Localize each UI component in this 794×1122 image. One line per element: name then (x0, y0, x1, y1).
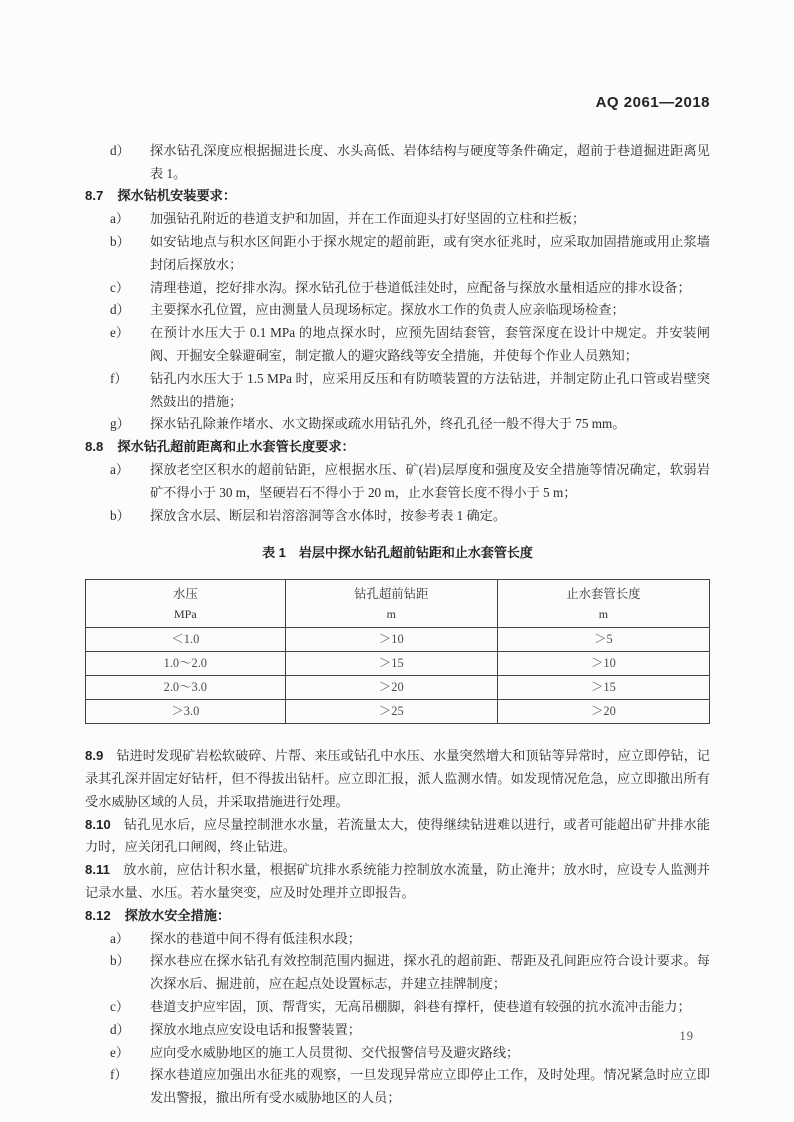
cell: ＞15 (285, 652, 497, 676)
list-item (85, 277, 710, 300)
list-item (85, 996, 710, 1019)
clause-8-12-heading (85, 905, 710, 928)
column-header (497, 580, 709, 628)
item-label: a） (110, 211, 130, 227)
cell: ＞20 (497, 700, 709, 724)
item-text: 钻孔内水压大于 1.5 MPa 时，应采用反压和有防喷装置的方法钻进，并制定防止孔口管或岩壁突然鼓出的措施； (150, 370, 710, 409)
clause-number: 8.10 (85, 816, 111, 832)
clause-text: 钻进时发现矿岩松软破碎、片帮、来压或钻孔中水压、水量突然增大和顶钻等异常时，应立即停钻，记录其孔深并固定好钻杆，但不得拔出钻杆。应立即汇报，派人监测水情。如发现情况危急，应立即撤出所有受水威胁区域的人员，并采取措施进行处理。 (85, 748, 710, 809)
item-text: 探放老空区积水的超前钻距，应根据水压、矿(岩)层厚度和强度及安全措施等情况确定，软弱岩矿不得小于 30 m，坚硬岩石不得小于 20 m，止水套管长度不得小于 5 m； (150, 461, 710, 500)
list-item (85, 928, 710, 951)
clause-number: 8.9 (85, 748, 104, 764)
clause-number: 8.7 (85, 188, 104, 204)
list-item (85, 1019, 710, 1042)
item-label: f） (110, 1067, 128, 1083)
clause-title: 探水钻孔超前距离和止水套管长度要求： (117, 439, 355, 455)
clause-number: 8.11 (85, 862, 110, 878)
column-name: 止水套管长度 (566, 586, 641, 601)
item-text: 应向受水威胁地区的施工人员贯彻、交代报警信号及避灾路线； (150, 1044, 520, 1060)
list-item (85, 140, 710, 186)
item-label: g） (110, 416, 130, 432)
item-label: a） (110, 461, 130, 477)
item-text: 探水的巷道中间不得有低洼积水段； (150, 930, 361, 946)
column-name: 钻孔超前钻距 (354, 586, 429, 601)
column-unit: MPa (174, 606, 197, 621)
clause-title: 探放水安全措施： (124, 907, 231, 923)
table-header-row (86, 580, 710, 628)
item-text: 探水钻孔深度应根据掘进长度、水头高低、岩体结构与硬度等条件确定，超前于巷道掘进距离见表 1。 (150, 142, 710, 181)
item-label: d） (110, 302, 130, 318)
list-item (85, 299, 710, 322)
clause-8-8-heading (85, 436, 710, 459)
table-caption-label: 表 1 (262, 545, 286, 561)
cell: ＞10 (497, 652, 709, 676)
table-1 (85, 579, 710, 724)
table-caption (85, 542, 710, 565)
table-row (86, 700, 710, 724)
item-text: 探水巷应在探水钻孔有效控制范围内掘进，探水孔的超前距、帮距及孔间距应符合设计要求。每次探水后、掘进前，应在起点处设置标志，并建立挂牌制度； (150, 953, 710, 992)
clause-8-10 (85, 814, 710, 860)
list-item (85, 1064, 710, 1110)
item-text: 探水钻孔除兼作堵水、水文勘探或疏水用钻孔外，终孔孔径一般不得大于 75 mm。 (150, 416, 626, 432)
list-item (85, 322, 710, 368)
list-item (85, 459, 710, 505)
cell: ＞20 (285, 676, 497, 700)
page-content (85, 92, 710, 1110)
item-text: 主要探水孔位置，应由测量人员现场标定。探放水工作的负责人应亲临现场检查； (150, 302, 625, 318)
column-header (285, 580, 497, 628)
clause-number: 8.12 (85, 907, 111, 923)
item-text: 探放含水层、断层和岩溶溶洞等含水体时，按参考表 1 确定。 (150, 507, 507, 523)
item-label: c） (110, 279, 130, 295)
cell: ＜1.0 (86, 628, 286, 652)
table-caption-text: 岩层中探水钻孔超前钻距和止水套管长度 (298, 545, 533, 561)
cell: ＞15 (497, 676, 709, 700)
clause-text: 放水前，应估计积水量，根据矿坑排水系统能力控制放水流量，防止淹井；放水时，应设专人监测并记录水量、水压。若水量突变，应及时处理并立即报告。 (85, 862, 710, 900)
item-text: 在预计水压大于 0.1 MPa 的地点探水时，应预先固结套管，套管深度在设计中规定。并安装闸阀、开掘安全躲避硐室，制定撤人的避灾路线等安全措施，并使每个作业人员熟知； (150, 325, 710, 363)
item-text: 探放水地点应安设电话和报警装置； (150, 1021, 361, 1037)
list-item (85, 368, 710, 414)
clause-number: 8.8 (85, 439, 104, 455)
clause-8-11 (85, 859, 710, 905)
item-label: c） (110, 998, 130, 1014)
item-label: b） (110, 507, 130, 523)
list-item (85, 950, 710, 996)
item-text: 如安钻地点与积水区间距小于探水规定的超前距，或有突水征兆时，应采取加固措施或用止浆墙封闭后探放水； (150, 233, 710, 272)
cell: 2.0～3.0 (86, 676, 286, 700)
cell: ＞10 (285, 628, 497, 652)
list-item (85, 208, 710, 231)
list-item (85, 413, 710, 436)
item-text: 巷道支护应牢固，顶、帮背实，无高吊棚脚，斜巷有撑杆，使巷道有较强的抗水流冲击能力； (150, 998, 691, 1014)
cell: ＞3.0 (86, 700, 286, 724)
column-unit: m (598, 606, 609, 621)
item-label: e） (110, 325, 130, 341)
item-label: b） (110, 233, 130, 249)
item-text: 探水巷道应加强出水征兆的观察，一旦发现异常应立即停止工作，及时处理。情况紧急时应立即发出警报，撤出所有受水威胁地区的人员； (150, 1067, 710, 1106)
cell: 1.0～2.0 (86, 652, 286, 676)
list-item (85, 505, 710, 528)
standard-code: AQ 2061—2018 (595, 94, 710, 111)
column-header (86, 580, 286, 628)
column-unit: m (386, 606, 396, 621)
page-number: 19 (679, 1029, 694, 1043)
clause-8-7-heading (85, 185, 710, 208)
clause-text: 钻孔见水后，应尽量控制泄水水量，若流量太大，使得继续钻进难以进行，或者可能超出矿井排水能力时，应关闭孔口闸阀，终止钻进。 (85, 816, 710, 855)
item-label: d） (110, 1021, 130, 1037)
list-item (85, 1042, 710, 1065)
table-row (86, 676, 710, 700)
list-item (85, 231, 710, 277)
cell: ＞25 (285, 700, 497, 724)
table-row (86, 628, 710, 652)
clause-title: 探水钻机安装要求： (117, 188, 237, 204)
cell: ＞5 (497, 628, 709, 652)
item-label: d） (110, 142, 130, 158)
clause-8-9 (85, 745, 710, 813)
item-text: 加强钻孔附近的巷道支护和加固，并在工作面迎头打好坚固的立柱和拦板； (150, 211, 586, 227)
item-label: b） (110, 953, 130, 969)
table-row (86, 652, 710, 676)
item-label: e） (110, 1044, 130, 1060)
item-label: f） (110, 370, 128, 386)
column-name: 水压 (172, 586, 198, 601)
item-text: 清理巷道，挖好排水沟。探水钻孔位于巷道低洼处时，应配备与探放水量相适应的排水设备； (150, 279, 691, 295)
item-label: a） (110, 930, 130, 946)
